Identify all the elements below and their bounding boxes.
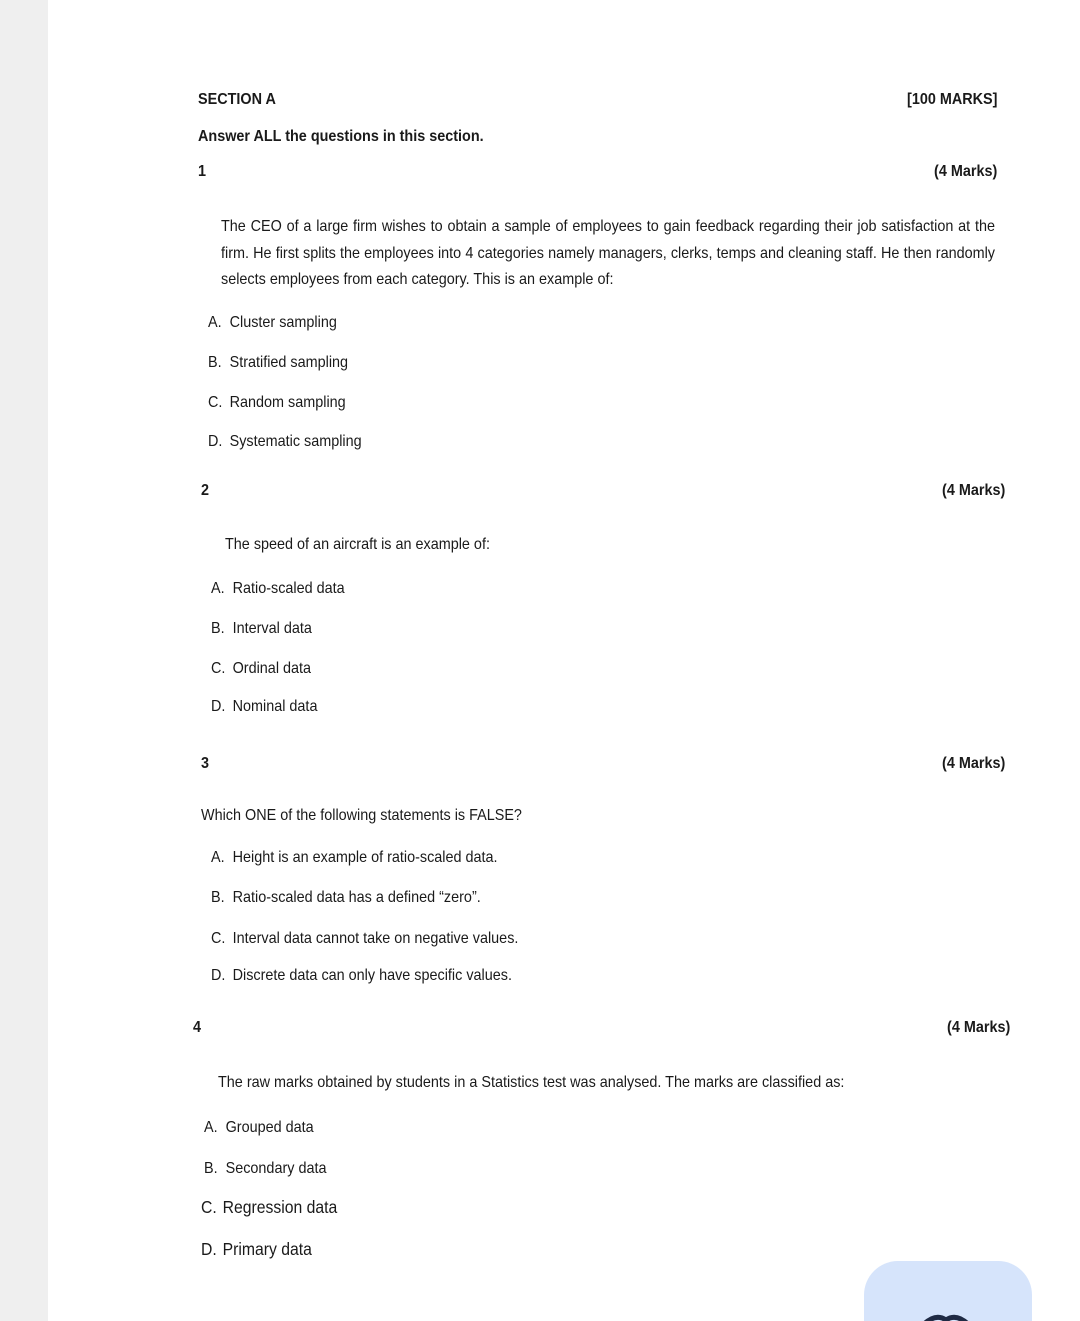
left-margin — [0, 0, 48, 1321]
option-text: Ratio-scaled data — [232, 580, 345, 597]
answer-option-b — [204, 1159, 326, 1179]
option-text: Discrete data can only have specific values. — [232, 967, 512, 984]
answer-option-d — [208, 432, 362, 452]
answer-option-a — [211, 579, 345, 599]
chat-icon — [922, 1314, 970, 1321]
option-letter: A. — [211, 849, 225, 866]
option-text: Ratio-scaled data has a defined “zero”. — [232, 889, 481, 906]
question-prompt: The raw marks obtained by students in a Statistics test was analysed. The marks are classified as: — [218, 1074, 845, 1091]
question-marks: (4 Marks) — [933, 163, 997, 180]
option-letter: D. — [211, 698, 226, 715]
option-text: Nominal data — [232, 698, 318, 715]
question-number: 1 — [198, 163, 207, 180]
answer-option-a — [211, 848, 498, 868]
option-letter: D. — [208, 433, 223, 450]
question-number: 2 — [201, 482, 210, 499]
answer-option-c — [211, 929, 518, 949]
document-page — [48, 0, 1080, 1321]
answer-option-d — [201, 1238, 312, 1260]
section-instruction: Answer ALL the questions in this section. — [198, 128, 484, 145]
option-letter: C. — [211, 660, 226, 677]
option-letter: B. — [211, 889, 225, 906]
option-letter: B. — [208, 354, 222, 371]
option-letter: C. — [201, 1197, 217, 1217]
option-text: Grouped data — [225, 1119, 314, 1136]
answer-option-a — [208, 313, 337, 333]
option-text: Primary data — [222, 1239, 312, 1259]
question-marks: (4 Marks) — [941, 482, 1005, 499]
option-text: Stratified sampling — [229, 354, 349, 371]
option-letter: A. — [204, 1119, 218, 1136]
answer-option-a — [204, 1118, 314, 1138]
answer-option-d — [211, 697, 317, 717]
section-title: SECTION A — [198, 91, 276, 108]
question-number: 3 — [201, 755, 210, 772]
option-letter: C. — [211, 930, 226, 947]
answer-option-c — [201, 1196, 337, 1218]
option-letter: A. — [211, 580, 225, 597]
option-text: Ordinal data — [232, 660, 312, 677]
option-text: Regression data — [222, 1197, 338, 1217]
option-letter: D. — [211, 967, 226, 984]
answer-option-c — [211, 659, 311, 679]
question-marks: (4 Marks) — [941, 755, 1005, 772]
question-marks: (4 Marks) — [946, 1019, 1010, 1036]
answer-option-b — [211, 619, 312, 639]
option-text: Height is an example of ratio-scaled data. — [232, 849, 498, 866]
option-letter: B. — [204, 1160, 218, 1177]
option-text: Cluster sampling — [229, 314, 337, 331]
section-marks: [100 MARKS] — [906, 91, 997, 108]
option-text: Interval data cannot take on negative values. — [232, 930, 519, 947]
answer-option-c — [208, 393, 346, 413]
floating-action-button[interactable] — [864, 1261, 1032, 1321]
question-number: 4 — [193, 1019, 202, 1036]
question-prompt: The CEO of a large firm wishes to obtain a sample of employees to gain feedback regarding their job satisfaction at the firm. He first splits the employees into 4 categories namely managers, clerks, temps and cleaning staff. He then randomly selects employees from each category. This is an example of: — [221, 218, 995, 288]
answer-option-b — [211, 888, 481, 908]
option-text: Random sampling — [229, 394, 346, 411]
option-text: Interval data — [232, 620, 312, 637]
question-prompt: Which ONE of the following statements is FALSE? — [201, 807, 522, 824]
answer-option-d — [211, 966, 512, 986]
option-text: Systematic sampling — [229, 433, 362, 450]
option-letter: C. — [208, 394, 223, 411]
answer-option-b — [208, 353, 348, 373]
option-letter: A. — [208, 314, 222, 331]
option-letter: D. — [201, 1239, 217, 1259]
option-text: Secondary data — [225, 1160, 327, 1177]
question-prompt: The speed of an aircraft is an example of: — [225, 536, 490, 553]
option-letter: B. — [211, 620, 225, 637]
